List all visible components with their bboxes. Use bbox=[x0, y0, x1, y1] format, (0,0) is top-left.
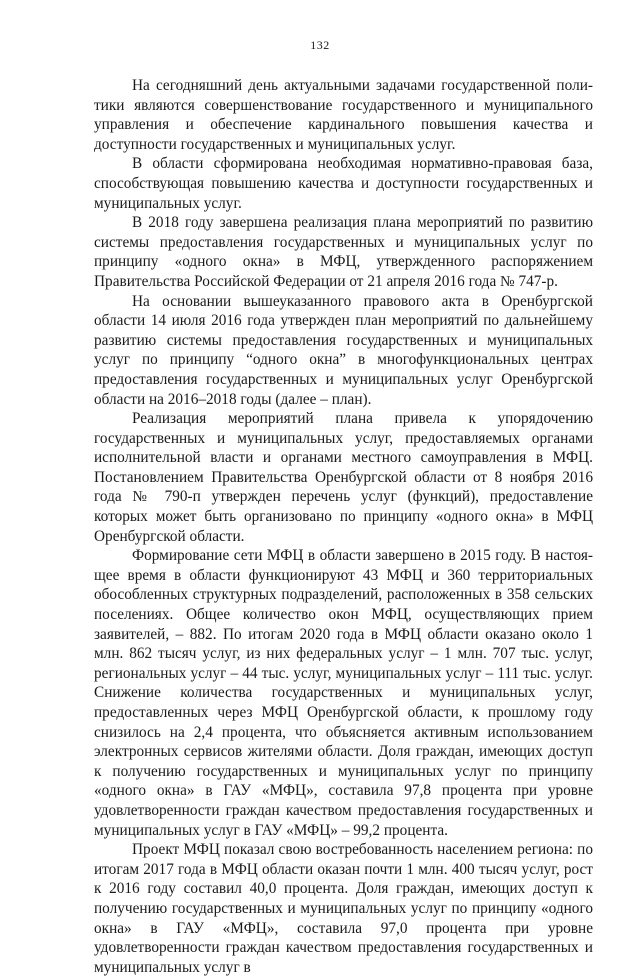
page-number: 132 bbox=[310, 38, 330, 52]
paragraph-4: На основании вышеуказанного правового акта в Оренбургской области 14 июля 2016 года утвержден план мероприятий по дальнейшему развитию системы предоставления государственных и муниципальных услуг по принципу “одного окна” в многофункциональных центрах предоставления государственных и муниципальных услуг Оренбургской области на 2016–2018 годы (далее – план). bbox=[94, 292, 593, 408]
paragraph-7: Проект МФЦ показал свою востребованность населением региона: по итогам 2017 года в МФЦ области оказан почти 1 млн. 400 тысяч услуг, рост к 2016 году составил 40,0 процента. Доля граждан, имеющих доступ к получению государственных и муниципальных услуг по принципу «одного окна» в ГАУ «МФЦ», составила 97,0 процента при уровне удовлетворенности граждан качеством предоставления государственных и муниципальных услуг в bbox=[94, 841, 593, 976]
paragraph-1: На сегодняшний день актуальными задачами государственной политики являются совершенствование государственного и муниципального управления и обеспечение кардинального повышения качества и доступности государственных и муниципальных услуг. bbox=[94, 77, 593, 153]
paragraph-3: В 2018 году завершена реализация плана мероприятий по развитию системы предоставления государственных и муниципальных услуг по принципу «одного окна» в МФЦ, утвержденного распоряжением Правительства Российской Федерации от 21 апреля 2016 года № 747-р. bbox=[94, 214, 593, 290]
paragraph-6: Формирование сети МФЦ в области завершено в 2015 году. В настоящее время в области функционируют 43 МФЦ и 360 территориальных обособленных структурных подразделений, расположенных в 358 сельских поселениях. Общее количество окон МФЦ, осуществляющих прием заявителей, – 882. По итогам 2020 года в МФЦ области оказано около 1 млн. 862 тысяч услуг, из них федеральных услуг – 1 млн. 707 тыс. услуг, региональных услуг – 44 тыс. услуг, муниципальных услуг – 111 тыс. услуг. Снижение количества государственных и муниципальных услуг, предоставленных через МФЦ Оренбургской области, к прошлому году снизилось на 2,4 процента, что объясняется активным использованием электронных сервисов жителями области. Доля граждан, имеющих доступ к получению государственных и муниципальных услуг по принципу «одного окна» в ГАУ «МФЦ», составила 97,8 процента при уровне удовлетворенности граждан качеством предоставления государственных и муниципальных услуг в ГАУ «МФЦ» – 99,2 процента. bbox=[94, 547, 593, 839]
document-body bbox=[94, 76, 593, 977]
paragraph-5: Реализация мероприятий плана привела к упорядочению государственных и муниципальных услуг, предоставляемых органами исполнительной власти и органами местного самоуправления в МФЦ. Постановлением Правительства Оренбургской области от 8 ноября 2016 года № 790-п утвержден перечень услуг (функций), предоставление которых может быть организовано по принципу «одного окна» в МФЦ Оренбургской области. bbox=[94, 410, 593, 545]
paragraph-2: В области сформирована необходимая нормативно-правовая база, способствующая повышению качества и доступности государственных и муниципальных услуг. bbox=[94, 155, 593, 212]
